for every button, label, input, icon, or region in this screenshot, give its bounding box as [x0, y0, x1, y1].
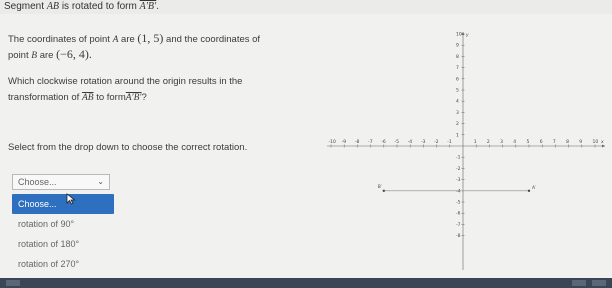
y-tick-label: -1 [456, 155, 461, 161]
header-middle: is rotated to form [61, 1, 137, 12]
y-tick-label: -4 [456, 189, 461, 195]
y-axis-label: y [466, 33, 469, 38]
y-tick-label: 8 [456, 54, 459, 60]
x-tick-label: 8 [566, 140, 569, 145]
segment-a-prime-b-prime: A′B′ [125, 93, 142, 103]
taskbar-button[interactable] [6, 280, 20, 286]
x-tick-label: -2 [434, 140, 439, 145]
q1-text-c: and the coordinates of [166, 34, 261, 45]
x-tick-label: 6 [539, 140, 543, 145]
taskbar [0, 278, 612, 288]
q1-text-a: The coordinates of point [8, 34, 110, 45]
rotation-select-value: Choose... [18, 177, 57, 187]
option-rotation-90[interactable]: rotation of 90° [18, 219, 75, 229]
mouse-cursor-icon [66, 193, 76, 205]
y-tick-label: 10 [456, 32, 462, 38]
coordinate-graph [325, 28, 607, 274]
y-tick-label: 9 [456, 43, 459, 49]
y-tick-label: -3 [456, 178, 461, 184]
q4-text-c: ? [141, 92, 147, 103]
question-line-3: Which clockwise rotation around the origin results in the [8, 76, 243, 87]
y-tick-label: 2 [456, 122, 459, 128]
y-tick-label: 7 [456, 66, 459, 72]
q1-text-b: are [121, 34, 135, 45]
point-a-prime [528, 190, 530, 192]
y-tick-label: 6 [456, 77, 459, 83]
instruction-text: Select from the drop down to choose the correct rotation. [8, 142, 248, 153]
x-tick-label: -3 [420, 140, 426, 145]
x-tick-label: 9 [579, 140, 583, 145]
x-tick-label: 3 [500, 140, 503, 145]
point-b-label: B [31, 51, 38, 61]
y-tick-label: 1 [456, 133, 459, 139]
x-tick-label: 5 [526, 140, 530, 145]
question-line-2 [8, 46, 92, 64]
x-tick-label: -9 [341, 140, 347, 145]
rotation-select[interactable] [12, 174, 110, 190]
x-tick-label: -5 [394, 140, 399, 145]
y-tick-label: -8 [456, 234, 461, 240]
point-a-coords: (1, 5) [137, 31, 164, 45]
q2-text-b: are [39, 50, 54, 61]
taskbar-button[interactable] [572, 280, 586, 286]
point-b-coords: (−6, 4). [56, 47, 92, 61]
y-tick-label: -6 [456, 211, 461, 217]
x-tick-label: 10 [592, 140, 599, 145]
question-header [0, 0, 612, 14]
header-suffix: . [156, 1, 159, 12]
header-segment-ab: AB [46, 1, 60, 12]
point-a-label: A [112, 35, 119, 45]
y-tick-label: -2 [456, 166, 461, 172]
x-tick-label: 7 [552, 140, 556, 145]
x-tick-label: -7 [368, 140, 373, 145]
chevron-down-icon: ⌄ [97, 177, 104, 186]
x-tick-label: 4 [513, 140, 517, 145]
option-rotation-180[interactable]: rotation of 180° [18, 239, 80, 249]
q4-text-b: to form [96, 92, 126, 103]
option-rotation-270[interactable]: rotation of 270° [18, 259, 80, 269]
q4-text-a: transformation of [8, 92, 80, 103]
q2-text-a: point [8, 50, 29, 61]
header-prefix: Segment [4, 1, 45, 12]
x-tick-label: -6 [381, 140, 386, 145]
x-axis-label: x [601, 140, 604, 145]
x-tick-label: -8 [354, 140, 360, 145]
x-tick-label: 1 [473, 140, 477, 145]
question-line-4 [8, 90, 147, 106]
segment-ab: $\overline{AB}$ [81, 93, 94, 103]
point-b-prime [383, 190, 385, 192]
y-tick-label: -5 [456, 200, 461, 206]
y-tick-label: 4 [456, 99, 459, 105]
rotation-dropdown-menu [12, 194, 114, 274]
x-tick-label: -10 [328, 140, 336, 145]
y-axis-arrow-icon [462, 32, 465, 35]
y-tick-label: 3 [456, 110, 459, 116]
y-tick-label: -7 [456, 222, 461, 228]
point-b-prime-label: B′ [377, 184, 382, 190]
y-tick-label: 5 [456, 88, 459, 94]
x-tick-label: -1 [447, 140, 452, 145]
option-choose[interactable]: Choose... [12, 194, 114, 214]
taskbar-button[interactable] [592, 280, 606, 286]
x-tick-label: -4 [407, 140, 413, 145]
x-tick-label: 2 [486, 140, 490, 145]
point-a-prime-label: A′ [532, 185, 537, 191]
header-segment-image: A′B′ [139, 1, 157, 12]
